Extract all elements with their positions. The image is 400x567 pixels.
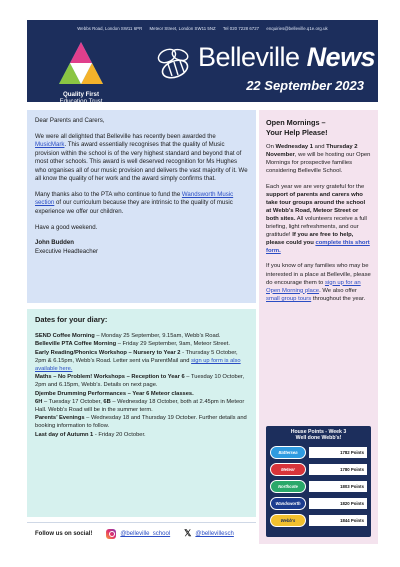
- letter-paragraph-1: We were all delighted that Belleville has recently been awarded the MusicMark. This award essentially recognises that the quality of Music provision within the school is of the very highest standard and beyond that of most other schools. This award is well deserved recognition for Ms Hughes who organises all of our music provision and delivers the vast majority of it. We all know the quality of her work and the award simply confirms that.: [35, 132, 248, 182]
- address-line: [27, 26, 378, 31]
- diary-item: Last day of Autumn 1 - Friday 20 October.: [35, 431, 146, 438]
- open-mornings-paragraph-1: On Wednesday 1 and Thursday 2 November, we will be hosting our Open Mornings for prospective families considering Belleville School.: [266, 144, 371, 175]
- house-badge: Northcote: [270, 480, 306, 493]
- open-morning-signup-link[interactable]: sign up for an Open Morning place: [266, 279, 361, 294]
- diary-item: Parents’ Evenings – Wednesday 18 and Thursday 19 October. Further details and booking information to follow.: [35, 415, 247, 430]
- letter-signature: John Budden Executive Headteacher: [35, 239, 99, 255]
- house-points-rows: [270, 445, 367, 529]
- open-mornings-heading: Open Mornings – Your Help Please!: [266, 118, 328, 137]
- house-points-row: [270, 513, 367, 529]
- letter-paragraph-2: Many thanks also to the PTA who continue to fund the Wandsworth Music section of our curriculum because they are intrinsic to the quality of music experience we offer our children.: [35, 190, 234, 215]
- diary-item: Early Reading/Phonics Workshop – Nursery to Year 2 - Thursday 5 October, 2pm & 6.15pm, Webb’s Road. Letter sent via ParentMail and sign up form is also available here.: [35, 349, 241, 373]
- house-points-row: [270, 479, 367, 495]
- volunteer-form-link[interactable]: complete this short form.: [266, 240, 370, 255]
- house-points-board: [266, 426, 371, 537]
- diary-item: Djembe Drumming Performances – Year 6 Meteor classes.: [35, 390, 194, 397]
- diary-item: Belleville PTA Coffee Morning – Friday 29 September, 9am, Meteor Street.: [35, 341, 230, 348]
- diary-item: Maths – No Problem! Workshops – Reception to Year 6 – Tuesday 10 October, 2pm and 6.15pm, Webb’s. Details on next page.: [35, 374, 245, 389]
- phonics-signup-link[interactable]: sign up form is also available here.: [35, 357, 241, 373]
- open-mornings-paragraph-3: If you know of any families who may be interested in a place at Belleville, please do encourage them to sign up for an Open Morning place. We also offer small group tours throughout the year.: [266, 263, 371, 302]
- diary-item: SEND Coffee Morning – Monday 25 September, 9.15am, Webb’s Road.: [35, 333, 221, 340]
- telephone: Tel 020 7228 6727: [222, 26, 260, 31]
- letter-greeting: Dear Parents and Carers,: [35, 117, 105, 124]
- house-badge: Battersea: [270, 446, 306, 459]
- diary-heading: Dates for your diary:: [35, 315, 108, 324]
- house-points-value: 1782 Points: [309, 447, 367, 458]
- address-webbs: Webbs Road, London SW11 6PR: [77, 26, 143, 31]
- instagram-link[interactable]: @belleville_school: [120, 530, 171, 537]
- letter-paragraph-3: Have a good weekend.: [35, 223, 98, 231]
- house-badge: Webb's: [270, 514, 306, 527]
- house-badge: Meteor: [270, 463, 306, 476]
- house-badge: Wandsworth: [270, 497, 306, 510]
- house-points-title: House Points - Week 3 Well done Webb's!: [290, 429, 347, 442]
- social-label: Follow us on social!: [35, 530, 93, 537]
- house-points-row: [270, 496, 367, 512]
- trust-logo-icon: [57, 40, 105, 86]
- trust-name: Quality First Education Trust: [59, 91, 103, 102]
- house-points-row: [270, 445, 367, 461]
- house-points-value: 1844 Points: [309, 515, 367, 526]
- bee-icon: [154, 44, 194, 84]
- diary-dates: [27, 309, 256, 517]
- newsletter-date: 22 September 2023: [246, 78, 364, 93]
- musicmark-link[interactable]: MusicMark: [35, 141, 65, 149]
- social-bar: [27, 522, 256, 544]
- address-meteor: Meteor Street, London SW11 5NZ: [149, 26, 216, 31]
- small-group-tours-link[interactable]: small group tours: [266, 295, 312, 302]
- email-address: enquiries@belleville.q1e.org.uk: [266, 26, 328, 31]
- x-twitter-link[interactable]: @bellevillesch: [195, 530, 234, 537]
- instagram-icon[interactable]: [106, 529, 116, 539]
- wandsworth-music-link[interactable]: Wandsworth Music section: [35, 190, 234, 207]
- house-points-value: 1780 Points: [309, 464, 367, 475]
- diary-item: 6H – Tuesday 17 October, 6B – Wednesday 18 October, both at 2.45pm in Meteor Hall. Webb’s Road will be in the summer term.: [35, 398, 245, 414]
- open-mornings-panel: [259, 110, 378, 544]
- newsletter-header: [27, 20, 378, 102]
- x-twitter-icon[interactable]: 𝕏: [184, 528, 192, 538]
- newsletter-title: Belleville News: [198, 42, 376, 72]
- headteacher-letter: [27, 110, 256, 303]
- house-points-row: [270, 462, 367, 478]
- house-points-value: 1820 Points: [309, 498, 367, 509]
- house-points-value: 1803 Points: [309, 481, 367, 492]
- open-mornings-paragraph-2: Each year we are very grateful for the support of parents and carers who take tour groups around the school at Webb’s Road, Meteor Street or both sites. All volunteers receive a full briefing, light refreshments, and our gratitude! If you are free to help, please could you complete this short form.: [266, 183, 370, 255]
